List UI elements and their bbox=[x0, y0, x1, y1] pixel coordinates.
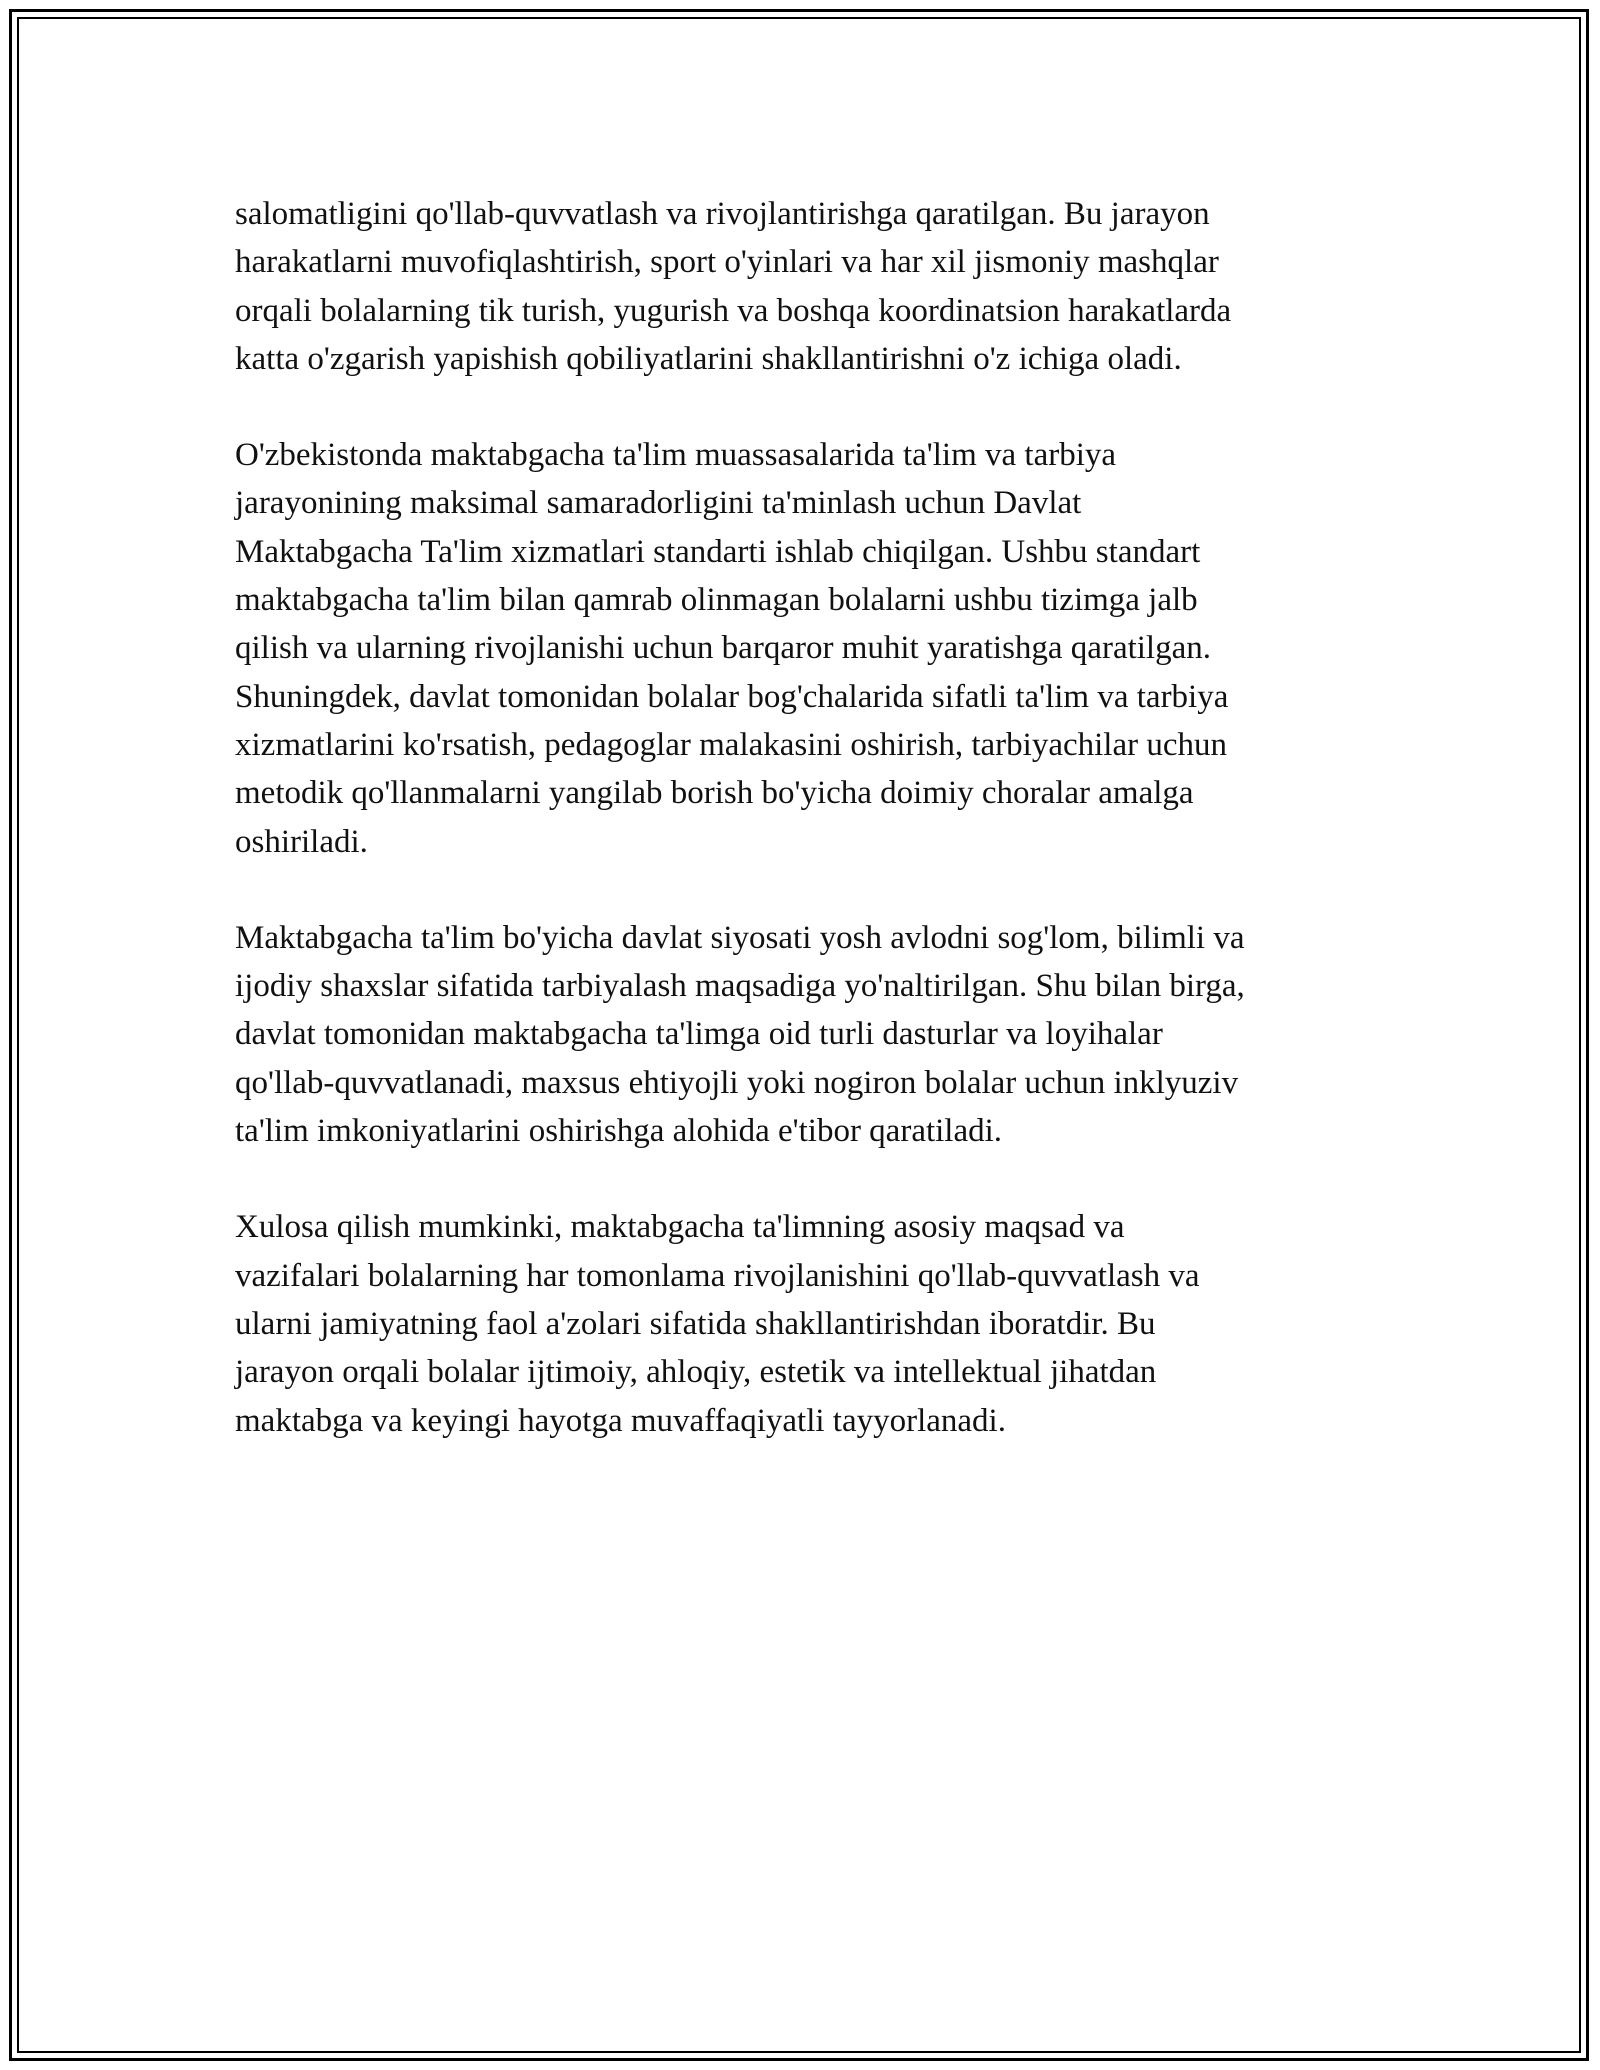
paragraph-state-policy: Maktabgacha ta'lim bo'yicha davlat siyosati yosh avlodni sog'lom, bilimli va ijodiy shaxslar sifatida tarbiyalash maqsadiga yo'naltirilgan. Shu bilan birga, davlat tomonidan maktabgacha ta'limga oid turli dasturlar va loyihalar qo'llab-quvvatlanadi, maxsus ehtiyojli yoki nogiron bolalar uchun inklyuziv ta'lim imkoniyatlarini oshirishga alohida e'tibor qaratiladi. bbox=[235, 919, 1245, 1150]
paragraph-state-standard: O'zbekistonda maktabgacha ta'lim muassasalarida ta'lim va tarbiya jarayonining maksimal samaradorligini ta'minlash uchun Davlat Maktabgacha Ta'lim xizmatlari standarti ishlab chiqilgan. Ushbu standart maktabgacha ta'lim bilan qamrab olinmagan bolalarni ushbu tizimga jalb qilish va ularning rivojlanishi uchun barqaror muhit yaratishga qaratilgan. Shuningdek, davlat tomonidan bolalar bog'chalarida sifatli ta'lim va tarbiya xizmatlarini ko'rsatish, pedagoglar malakasini oshirish, tarbiyachilar uchun metodik qo'llanmalarni yangilab borish bo'yicha doimiy choralar amalga oshiriladi. bbox=[235, 437, 1229, 860]
paragraph-conclusion: Xulosa qilish mumkinki, maktabgacha ta'limning asosiy maqsad va vazifalari bolalarning har tomonlama rivojlanishini qo'llab-quvvatlash va ularni jamiyatning faol a'zolari sifatida shakllantirishdan iboratdir. Bu jarayon orqali bolalar ijtimoiy, ahloqiy, estetik va intellektual jihatdan maktabga va keyingi hayotga muvaffaqiyatli tayyorlanadi. bbox=[235, 1209, 1200, 1439]
document-body bbox=[235, 190, 1415, 1493]
paragraph-physical-development: salomatligini qo'llab-quvvatlash va rivojlantirishga qaratilgan. Bu jarayon harakatlarni muvofiqlashtirish, sport o'yinlari va har xil jismoniy mashqlar orqali bolalarning tik turish, yugurish va boshqa koordinatsion harakatlarda katta o'zgarish yapishish qobiliyatlarini shakllantirishni o'z ichiga oladi. bbox=[235, 196, 1232, 377]
